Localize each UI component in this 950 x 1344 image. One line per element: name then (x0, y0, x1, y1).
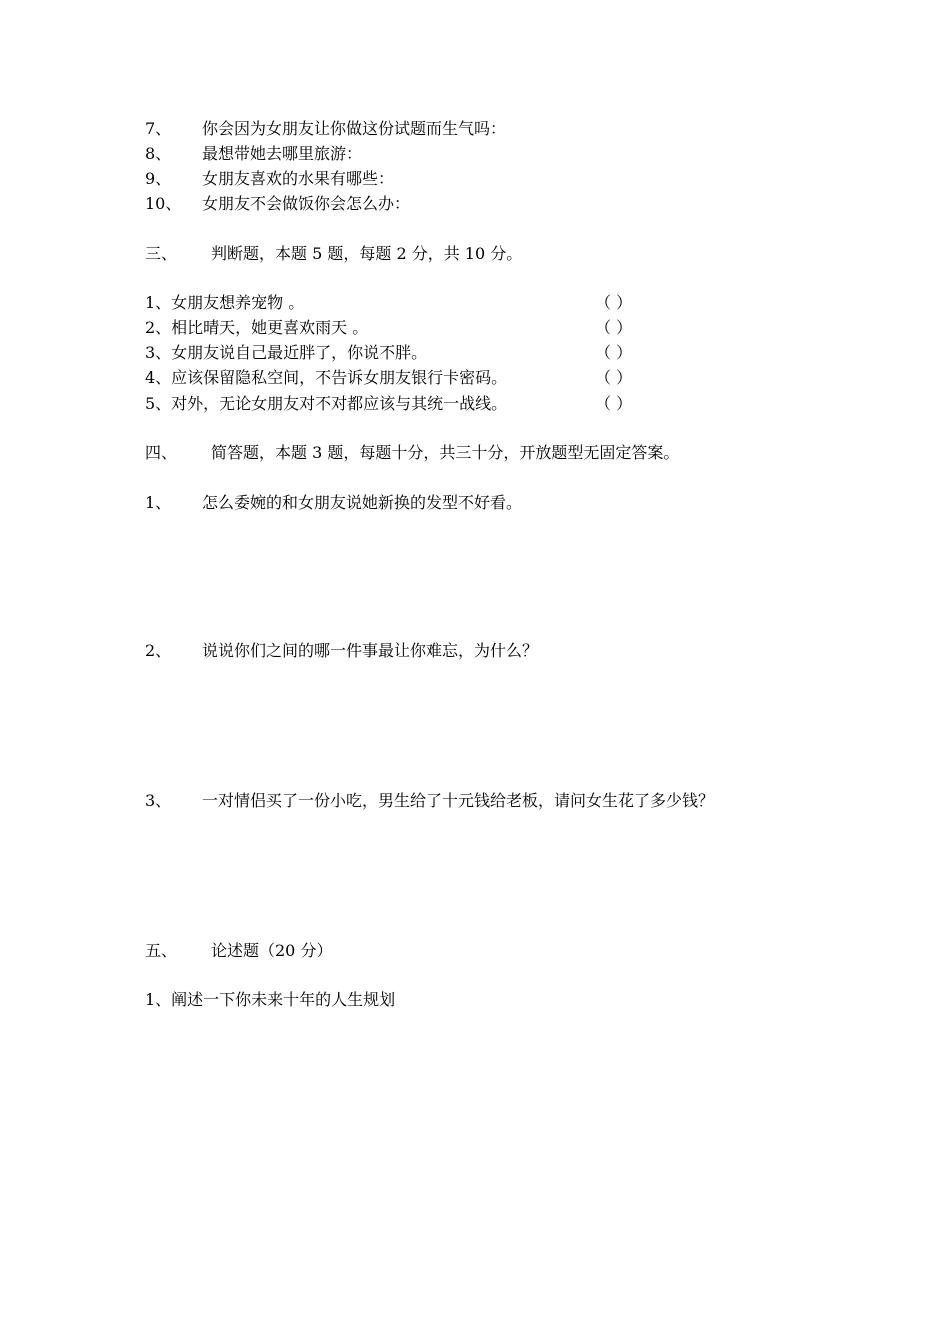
question-text: 一对情侣买了一份小吃，男生给了十元钱给老板，请问女生花了多少钱？ (202, 791, 715, 810)
answer-blank: （ ） (595, 368, 633, 387)
answer-blank: （ ） (595, 318, 633, 337)
essay-text: 1、阐述一下你未来十年的人生规划 (145, 990, 396, 1009)
question-text: 女朋友不会做饭你会怎么办： (202, 194, 411, 213)
question-number: 10、 (145, 194, 182, 213)
judge-text: 5、对外，无论女朋友对不对都应该与其统一战线。 (145, 394, 508, 413)
question-text: 女朋友喜欢的水果有哪些： (202, 169, 395, 188)
judge-text: 1、女朋友想养宠物 。 (145, 293, 305, 312)
judge-text: 3、女朋友说自己最近胖了，你说不胖。 (145, 343, 428, 362)
section-number: 四、 (145, 443, 178, 462)
answer-blank: （ ） (595, 343, 633, 362)
section-title: 简答题，本题 3 题，每题十分，共三十分，开放题型无固定答案。 (211, 443, 680, 462)
section-number: 三、 (145, 244, 178, 263)
question-number: 1、 (145, 493, 172, 512)
question-number: 8、 (145, 144, 172, 163)
question-number: 7、 (145, 119, 172, 138)
answer-area (145, 1020, 805, 1320)
question-number: 9、 (145, 169, 172, 188)
question-text: 你会因为女朋友让你做这份试题而生气吗： (202, 119, 507, 138)
question-text: 说说你们之间的哪一件事最让你难忘，为什么？ (202, 641, 539, 660)
question-text: 最想带她去哪里旅游： (202, 144, 363, 163)
answer-area (145, 818, 805, 933)
judge-text: 4、应该保留隐私空间，不告诉女朋友银行卡密码。 (145, 368, 508, 387)
section-number: 五、 (145, 941, 178, 960)
answer-area (145, 520, 805, 635)
answer-area (145, 668, 805, 783)
question-number: 3、 (145, 791, 172, 810)
answer-blank: （ ） (595, 293, 633, 312)
section-title: 判断题，本题 5 题，每题 2 分，共 10 分。 (211, 244, 523, 263)
answer-blank: （ ） (595, 394, 633, 413)
question-number: 2、 (145, 641, 172, 660)
judge-text: 2、相比晴天，她更喜欢雨天 。 (145, 318, 369, 337)
question-text: 怎么委婉的和女朋友说她新换的发型不好看。 (202, 493, 523, 512)
section-title: 论述题（20 分） (211, 941, 333, 960)
